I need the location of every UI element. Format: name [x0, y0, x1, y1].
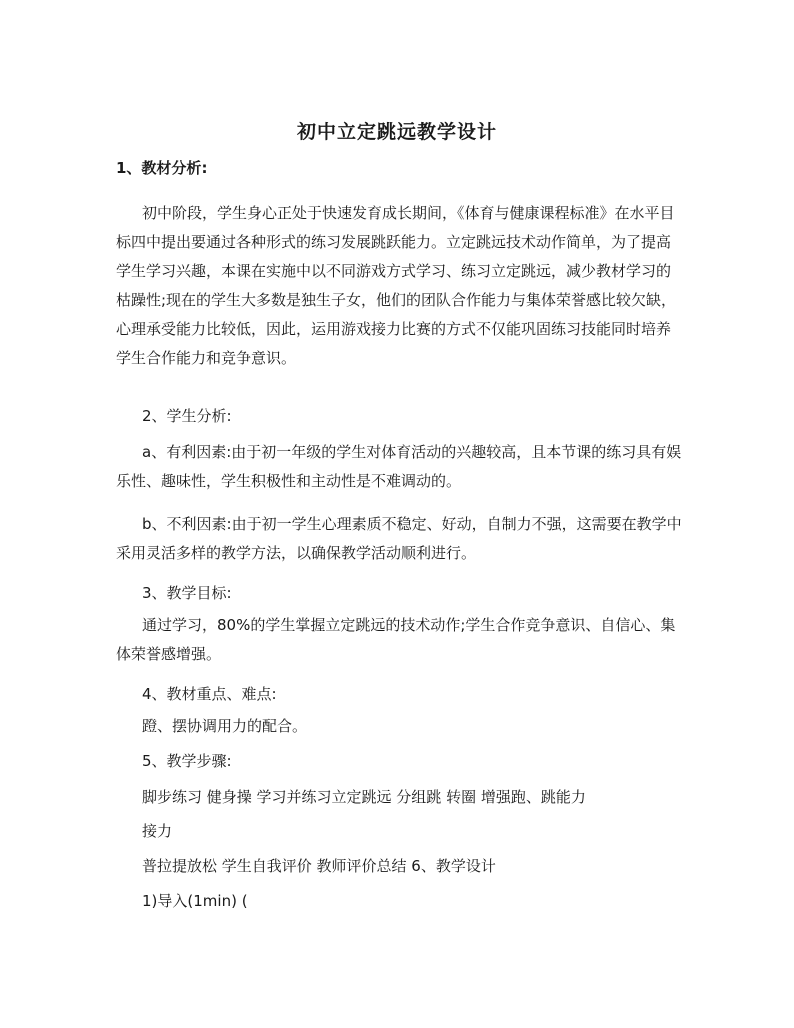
section-heading-student-analysis: 2、学生分析:	[142, 407, 232, 425]
paragraph-key-points: 蹬、摆协调用力的配合。	[142, 717, 308, 735]
teaching-design-intro-line: 1)导入(1min) (	[142, 892, 248, 910]
section-heading-teaching-goals: 3、教学目标:	[142, 584, 232, 602]
teaching-steps-line-1: 脚步练习 健身操 学习并练习立定跳远 分组跳 转圈 增强跑、跳能力	[142, 788, 586, 806]
section-heading-teaching-steps: 5、教学步骤:	[142, 752, 232, 770]
paragraph-teaching-goals: 通过学习，80%的学生掌握立定跳远的技术动作;学生合作竞争意识、自信心、集体荣誉感增强。	[116, 616, 676, 663]
section-heading-material-analysis: 1、教材分析:	[116, 159, 208, 177]
document-title: 初中立定跳远教学设计	[296, 121, 497, 143]
paragraph-favorable-factors: a、有利因素:由于初一年级的学生对体育活动的兴趣较高，且本节课的练习具有娱乐性、趣味性，学生积极性和主动性是不难调动的。	[116, 443, 682, 490]
section-heading-key-points: 4、教材重点、难点:	[142, 685, 277, 703]
paragraph-material-analysis: 初中阶段，学生身心正处于快速发育成长期间，《体育与健康课程标准》在水平目标四中提出要通过各种形式的练习发展跳跃能力。立定跳远技术动作简单，为了提高学生学习兴趣，本课在实施中以不同游戏方式学习、练习立定跳远，减少教材学习的枯躁性;现在的学生大多数是独生子女，他们的团队合作能力与集体荣誉感比较欠缺，心理承受能力比较低，因此，运用游戏接力比赛的方式不仅能巩固练习技能同时培养学生合作能力和竞争意识。	[116, 204, 677, 367]
paragraph-unfavorable-factors: b、不利因素:由于初一学生心理素质不稳定、好动，自制力不强，这需要在教学中采用灵活多样的教学方法，以确保教学活动顺利进行。	[116, 515, 682, 562]
teaching-steps-line-3: 普拉提放松 学生自我评价 教师评价总结 6、教学设计	[142, 857, 496, 875]
teaching-steps-line-2: 接力	[142, 822, 173, 840]
